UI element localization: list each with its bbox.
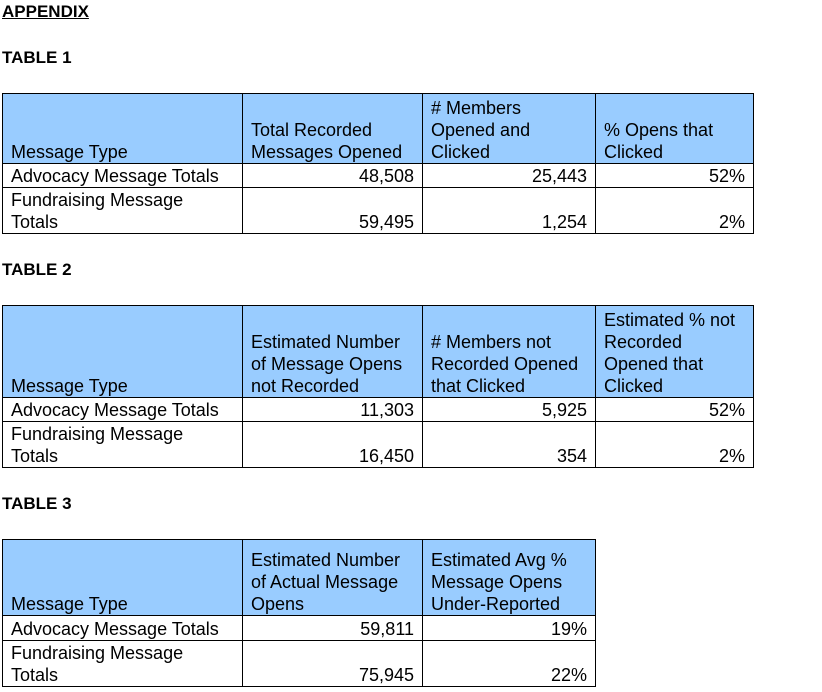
header-cell: Message Type: [3, 306, 243, 398]
table-cell: 59,811: [243, 616, 423, 641]
appendix-heading: APPENDIX: [2, 2, 89, 21]
table-row: [3, 164, 754, 188]
table-2-header-row: [3, 306, 754, 398]
header-cell: # Members not Recorded Opened that Clicked: [423, 306, 596, 398]
header-cell: # Members Opened and Clicked: [423, 94, 596, 164]
table-cell: 11,303: [243, 398, 423, 422]
table-3-header-row: [3, 540, 596, 616]
row-label: Advocacy Message Totals: [3, 616, 243, 641]
table-cell: 5,925: [423, 398, 596, 422]
table-cell: 2%: [596, 188, 754, 234]
table-cell: 2%: [596, 422, 754, 468]
header-cell: Estimated Avg % Message Opens Under-Reported: [423, 540, 596, 616]
table-row: [3, 422, 754, 468]
table-cell: 19%: [423, 616, 596, 641]
table-1-title: TABLE 1: [2, 48, 72, 67]
table-3: [2, 539, 596, 687]
row-label: Fundraising Message Totals: [3, 422, 243, 468]
header-cell: Estimated Number of Message Opens not Recorded: [243, 306, 423, 398]
table-cell: 48,508: [243, 164, 423, 188]
table-cell: 52%: [596, 164, 754, 188]
table-cell: 25,443: [423, 164, 596, 188]
table-row: [3, 641, 596, 687]
header-cell: Total Recorded Messages Opened: [243, 94, 423, 164]
table-cell: 75,945: [243, 641, 423, 687]
table-2-title: TABLE 2: [2, 260, 72, 279]
table-row: [3, 398, 754, 422]
row-label: Advocacy Message Totals: [3, 398, 243, 422]
row-label: Fundraising Message Totals: [3, 188, 243, 234]
table-1-header-row: [3, 94, 754, 164]
table-row: [3, 616, 596, 641]
table-2: [2, 305, 754, 468]
table-1: [2, 93, 754, 234]
row-label: Advocacy Message Totals: [3, 164, 243, 188]
header-cell: Estimated Number of Actual Message Opens: [243, 540, 423, 616]
header-cell: Message Type: [3, 540, 243, 616]
table-cell: 22%: [423, 641, 596, 687]
row-label: Fundraising Message Totals: [3, 641, 243, 687]
table-3-title: TABLE 3: [2, 494, 72, 513]
header-cell: % Opens that Clicked: [596, 94, 754, 164]
header-cell: Message Type: [3, 94, 243, 164]
table-cell: 16,450: [243, 422, 423, 468]
table-cell: 52%: [596, 398, 754, 422]
table-row: [3, 188, 754, 234]
header-cell: Estimated % not Recorded Opened that Clicked: [596, 306, 754, 398]
table-cell: 354: [423, 422, 596, 468]
table-cell: 59,495: [243, 188, 423, 234]
table-cell: 1,254: [423, 188, 596, 234]
